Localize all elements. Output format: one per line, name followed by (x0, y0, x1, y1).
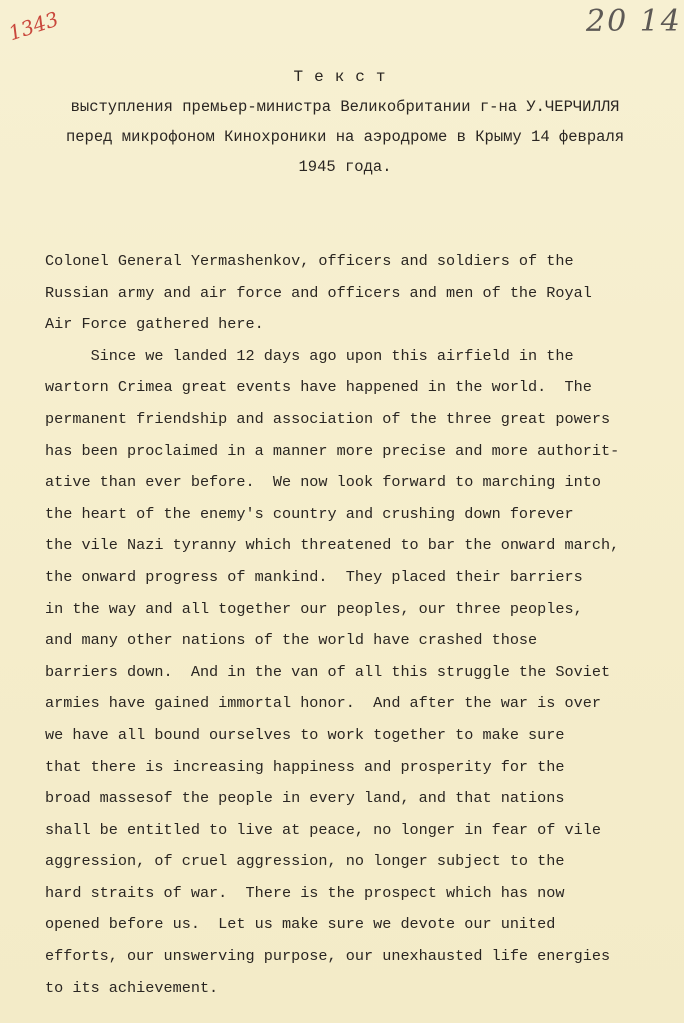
text-line: shall be entitled to live at peace, no longer in fear of vile (45, 820, 601, 839)
text-line: armies have gained immortal honor. And after the war is over (45, 694, 601, 713)
text-line: we have all bound ourselves to work together to make sure (45, 725, 565, 744)
document-heading (20, 62, 670, 182)
text-line: permanent friendship and association of the three great powers (45, 409, 611, 428)
text-line: hard straits of war. There is the prospect which has now (45, 883, 565, 902)
text-line: Russian army and air force and officers and men of the Royal (45, 283, 592, 302)
text-line: in the way and all together our peoples, our three peoples, (45, 599, 583, 618)
text-line: Since we landed 12 days ago upon this airfield in the (45, 346, 574, 365)
heading-line-3: 1945 года. (298, 158, 392, 176)
heading-title: Текст (293, 68, 397, 86)
text-line: barriers down. And in the van of all this struggle the Soviet (45, 662, 611, 681)
text-line: efforts, our unswerving purpose, our unexhausted life energies (45, 947, 611, 966)
heading-line-1: выступления премьер-министра Великобритании г-на У.ЧЕРЧИЛЛЯ (70, 98, 620, 116)
text-line: the onward progress of mankind. They placed their barriers (45, 567, 583, 586)
text-line: Air Force gathered here. (45, 315, 264, 334)
text-line: that there is increasing happiness and prosperity for the (45, 757, 565, 776)
heading-line-2: перед микрофоном Кинохроники на аэродроме в Крыму 14 февраля (65, 128, 625, 146)
text-line: and many other nations of the world have crashed those (45, 631, 538, 650)
text-line: opened before us. Let us make sure we devote our united (45, 915, 556, 934)
text-line: ative than ever before. We now look forward to marching into (45, 473, 601, 492)
handwritten-corner-mark: 1343 (5, 6, 62, 46)
text-line: has been proclaimed in a manner more precise and more authorit- (45, 441, 620, 460)
text-line: Colonel General Yermashenkov, officers and soldiers of the (45, 252, 574, 270)
folio-number: 20 14 (586, 4, 682, 39)
text-line: broad massesof the people in every land, and that nations (45, 789, 565, 808)
text-line: the vile Nazi tyranny which threatened to bar the onward march, (45, 536, 620, 555)
text-line: the heart of the enemy's country and crushing down forever (45, 504, 574, 523)
text-line: to its achievement. (45, 978, 219, 997)
speech-text (45, 246, 665, 1004)
text-line: wartorn Crimea great events have happened in the world. The (45, 378, 592, 397)
text-line: aggression, of cruel aggression, no longer subject to the (45, 852, 565, 871)
